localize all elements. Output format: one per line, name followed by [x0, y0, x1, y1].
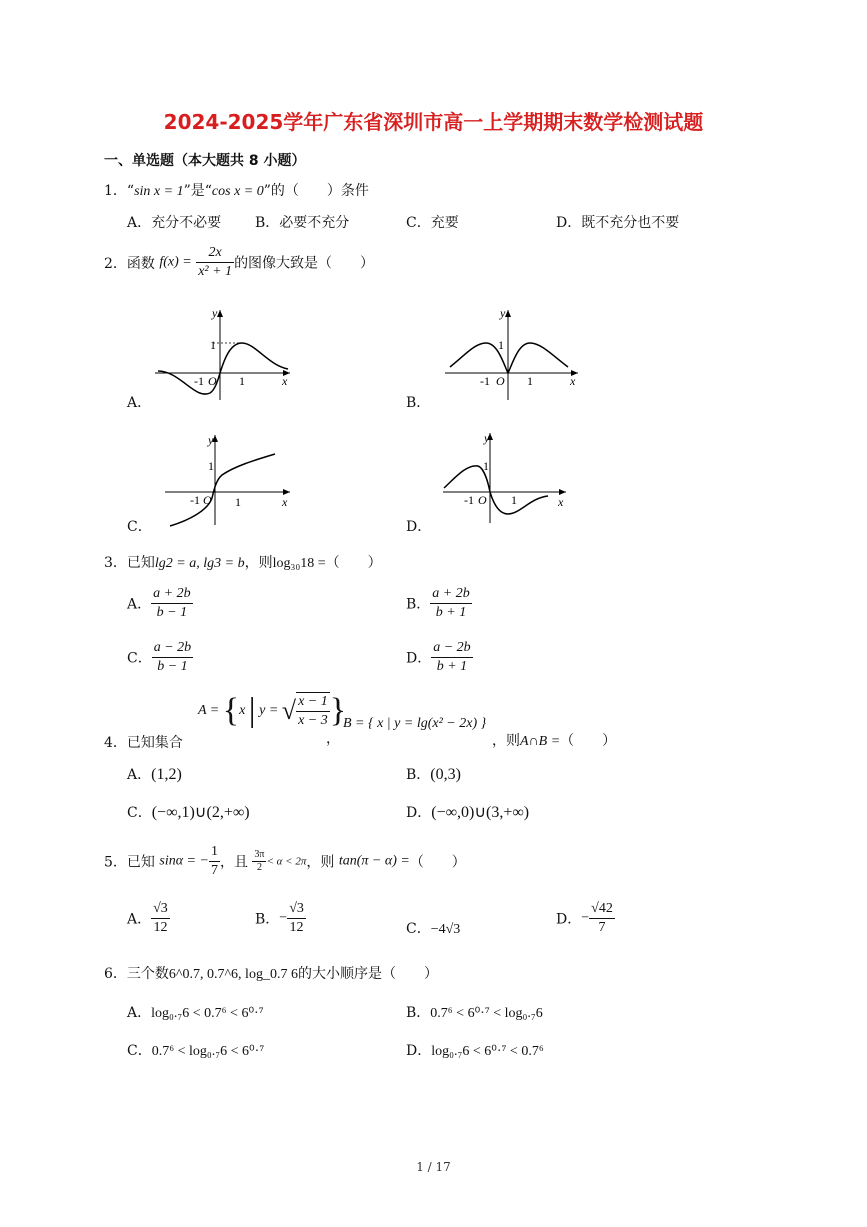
- svg-text:O: O: [496, 374, 505, 388]
- page-title: 2024-2025学年广东省深圳市高一上学期期末数学检测试题: [163, 110, 704, 134]
- svg-text:O: O: [478, 493, 487, 507]
- q4-option-a: A．(1,2): [127, 766, 182, 783]
- svg-text:-1: -1: [190, 493, 200, 507]
- question-3: 3．已知lg2 = a, lg3 = b，则log₃₀18 =（ ）: [104, 555, 382, 571]
- q5-option-c: C．−4√3: [406, 921, 461, 937]
- q4-option-b: B．(0,3): [406, 766, 461, 783]
- svg-text:-1: -1: [194, 374, 204, 388]
- q3-option-d: D． $\frac{a - 2b}{b + 1}$: [406, 640, 471, 674]
- svg-text:-1: -1: [480, 374, 490, 388]
- section-heading: 一、单选题（本大题共 8 小题）: [104, 153, 306, 169]
- svg-text:1: 1: [527, 374, 533, 388]
- svg-text:1: 1: [235, 495, 241, 509]
- svg-text:O: O: [203, 493, 212, 507]
- q2-option-c: C．: [127, 519, 152, 535]
- q1-option-c: C．充要: [406, 215, 459, 231]
- q5-option-d: D．− $\frac{√42}{7}$: [556, 901, 613, 935]
- q1-option-b: B．必要不充分: [255, 215, 350, 231]
- svg-text:y: y: [212, 306, 218, 320]
- q3-option-a: A． $\frac{a + 2b}{b - 1}$: [127, 586, 191, 620]
- svg-text:O: O: [208, 374, 217, 388]
- svg-text:x: x: [570, 374, 576, 388]
- svg-text:y: y: [484, 431, 490, 445]
- q2-option-b: B．: [406, 395, 431, 411]
- set-b: B = { x | y = lg(x² − 2x) }: [343, 716, 487, 731]
- svg-text:x: x: [282, 374, 288, 388]
- question-2: 2．函数 f(x) = $\frac{2x}{\text{x² + 1}}$ 的图像大致是（ ）: [104, 245, 375, 279]
- q6-option-d: D．log₀.₇6 < 6⁰·⁷ < 0.7⁶: [406, 1043, 544, 1059]
- q6-option-c: C．0.7⁶ < log₀.₇6 < 6⁰·⁷: [127, 1043, 265, 1059]
- svg-text:1: 1: [483, 459, 489, 473]
- q6-option-a: A．log₀.₇6 < 0.7⁶ < 6⁰·⁷: [127, 1005, 264, 1021]
- svg-text:1: 1: [239, 374, 245, 388]
- svg-text:y: y: [208, 433, 214, 447]
- svg-text:1: 1: [498, 338, 504, 352]
- svg-text:x: x: [558, 495, 564, 509]
- q3-option-c: C． $\frac{a - 2b}{b - 1}$: [127, 640, 192, 674]
- graph-a: [150, 305, 300, 405]
- page-number: 1 / 17: [416, 1160, 451, 1174]
- graph-b: [440, 305, 590, 405]
- set-a: A = {x | y = √ $\frac{x - 1}{x - 3}$ }: [198, 692, 347, 729]
- q2-option-d: D．: [406, 519, 432, 535]
- graph-d: [438, 428, 573, 528]
- svg-text:-1: -1: [464, 493, 474, 507]
- q4-comma: ，: [326, 731, 340, 747]
- q4-tail: ，则A∩B =（ ）: [492, 733, 617, 749]
- q1-option-a: A．充分不必要: [127, 215, 222, 231]
- q1-option-d: D．既不充分也不要: [556, 215, 680, 231]
- q5-option-a: A． $\frac{√3}{12}$: [127, 901, 168, 935]
- svg-text:x: x: [282, 495, 288, 509]
- q6-option-b: B．0.7⁶ < 6⁰·⁷ < log₀.₇6: [406, 1005, 543, 1021]
- question-4-label: 4．已知集合: [104, 735, 183, 751]
- question-6: 6．三个数6^0.7, 0.7^6, log_0.7 6的大小顺序是（ ）: [104, 966, 438, 982]
- q4-option-c: C．(−∞,1)∪(2,+∞): [127, 804, 250, 821]
- q5-option-b: B．− $\frac{√3}{12}$: [255, 901, 304, 935]
- svg-text:y: y: [500, 306, 506, 320]
- question-1: 1．“sin x = 1”是“cos x = 0”的（ ）条件: [104, 183, 369, 199]
- svg-text:1: 1: [208, 459, 214, 473]
- q3-option-b: B． $\frac{a + 2b}{b + 1}$: [406, 586, 470, 620]
- question-5: 5．已知 sinα = − $\frac{1}{7}$ ，且 $\frac{3\pi}{2}$ < α < 2π，则 tan(π − α) =（ ）: [104, 844, 466, 878]
- q4-option-d: D．(−∞,0)∪(3,+∞): [406, 804, 530, 821]
- svg-text:1: 1: [511, 493, 517, 507]
- q2-option-a: A．: [127, 395, 152, 411]
- graph-c: [160, 430, 300, 530]
- svg-text:1: 1: [210, 338, 216, 352]
